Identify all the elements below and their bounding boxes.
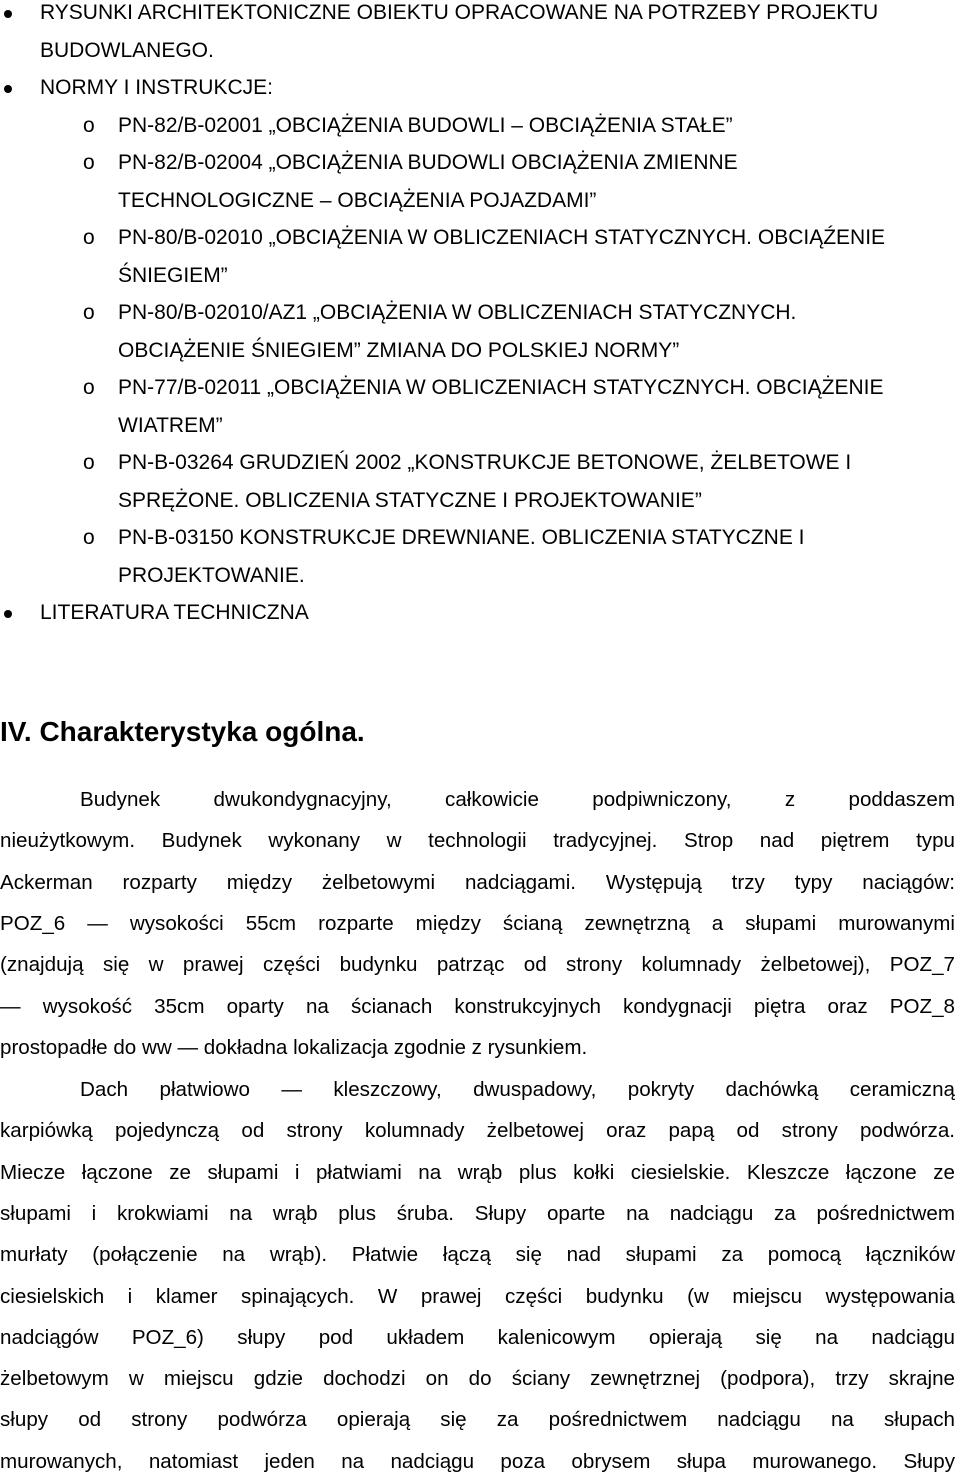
paragraph-line: ciesielskich i klamer spinających. W prawej części budynku (w miejscu występowania bbox=[0, 1284, 955, 1308]
paragraph-line: (znajdują się w prawej części budynku patrząc od strony kolumnady żelbetowej), POZ_7 bbox=[0, 953, 955, 977]
paragraph-line: murowanych, natomiast jeden na nadciągu poza obrysem słupa murowanego. Słupy bbox=[0, 1449, 955, 1473]
sub-bullet-marker: o bbox=[83, 113, 95, 137]
paragraph-line: — wysokość 35cm oparty na ścianach konstrukcyjnych kondygnacji piętra oraz POZ_8 bbox=[0, 994, 955, 1018]
norm-reference-text: ŚNIEGIEM” bbox=[118, 263, 228, 287]
list-item-text: LITERATURA TECHNICZNA bbox=[40, 601, 309, 624]
norm-reference-text: PROJEKTOWANIE. bbox=[118, 563, 305, 587]
norm-reference-text: PN-77/B-02011 „OBCIĄŻENIA W OBLICZENIACH STATYCZNYCH. OBCIĄŻENIE bbox=[118, 376, 884, 399]
sub-bullet-marker: o bbox=[83, 451, 95, 474]
bullet-dot bbox=[4, 610, 12, 618]
paragraph-line: słupami i krokwiami na wrąb plus śruba. Słupy oparte na nadciągu za pośrednictwem bbox=[0, 1201, 955, 1225]
paragraph-line: prostopadłe do ww — dokładna lokalizacja zgodnie z rysunkiem. bbox=[0, 1035, 588, 1059]
paragraph-line: karpiówką pojedynczą od strony kolumnady żelbetowej oraz papą od strony podwórza. bbox=[0, 1119, 955, 1143]
sub-bullet-marker: o bbox=[83, 151, 95, 174]
bullet-dot bbox=[4, 10, 12, 18]
norm-reference-text: PN-82/B-02004 „OBCIĄŻENIA BUDOWLI OBCIĄŻENIA ZMIENNE bbox=[118, 151, 738, 174]
paragraph-line: POZ_6 — wysokości 55cm rozparte między ścianą zewnętrzną a słupami murowanymi bbox=[0, 911, 955, 935]
section-heading: IV. Charakterystyka ogólna. bbox=[0, 716, 365, 747]
sub-bullet-marker: o bbox=[83, 526, 95, 549]
paragraph-line: Budynek dwukondygnacyjny, całkowicie podpiwniczony, z poddaszem bbox=[80, 788, 955, 811]
norm-reference-text: PN-80/B-02010 „OBCIĄŻENIA W OBLICZENIACH STATYCZNYCH. OBCIĄŹENIE bbox=[118, 226, 886, 249]
paragraph-line: Miecze łączone ze słupami i płatwiami na wrąb plus kołki ciesielskie. Kleszcze łączone ze bbox=[0, 1160, 955, 1184]
paragraph-line: Ackerman rozparty między żelbetowymi nadciągami. Występują trzy typy naciągów: bbox=[0, 870, 955, 894]
sub-bullet-marker: o bbox=[83, 226, 95, 249]
sub-bullet-marker: o bbox=[83, 301, 95, 324]
norm-reference-text: WIATREM” bbox=[118, 413, 223, 437]
paragraph-line: słupy od strony podwórza opierają się za pośrednictwem nadciągu na słupach bbox=[0, 1408, 955, 1432]
list-item-text: BUDOWLANEGO. bbox=[40, 38, 214, 62]
norm-reference-text: OBCIĄŻENIE ŚNIEGIEM” ZMIANA DO POLSKIEJ NORMY” bbox=[118, 338, 680, 362]
list-item-text: NORMY I INSTRUKCJE: bbox=[40, 76, 273, 99]
norm-reference-text: PN-B-03264 GRUDZIEŃ 2002 „KONSTRUKCJE BETONOWE, ŻELBETOWE I bbox=[118, 451, 852, 474]
norm-reference-text: PN-B-03150 KONSTRUKCJE DREWNIANE. OBLICZENIA STATYCZNE I bbox=[118, 526, 805, 549]
sub-bullet-marker: o bbox=[83, 376, 95, 399]
norm-reference-text: SPRĘŻONE. OBLICZENIA STATYCZNE I PROJEKTOWANIE” bbox=[118, 488, 702, 512]
list-item-text: RYSUNKI ARCHITEKTONICZNE OBIEKTU OPRACOWANE NA POTRZEBY PROJEKTU bbox=[40, 1, 879, 24]
norm-reference-text: PN-80/B-02010/AZ1 „OBCIĄŻENIA W OBLICZENIACH STATYCZNYCH. bbox=[118, 301, 797, 324]
paragraph-line: żelbetowym w miejscu gdzie dochodzi on do ściany zewnętrznej (podpora), trzy skrajne bbox=[0, 1367, 955, 1391]
norm-reference-text: PN-82/B-02001 „OBCIĄŻENIA BUDOWLI – OBCIĄŻENIA STAŁE” bbox=[118, 113, 733, 137]
bullet-dot bbox=[4, 85, 12, 93]
paragraph-line: Dach płatwiowo — kleszczowy, dwuspadowy, pokryty dachówką ceramiczną bbox=[80, 1078, 955, 1101]
paragraph-line: nadciągów POZ_6) słupy pod układem kalenicowym opierają się na nadciągu bbox=[0, 1325, 955, 1349]
paragraph-line: murłaty (połączenie na wrąb). Płatwie łączą się nad słupami za pomocą łączników bbox=[0, 1243, 955, 1267]
norm-reference-text: TECHNOLOGICZNE – OBCIĄŻENIA POJAZDAMI” bbox=[118, 188, 597, 212]
paragraph-line: nieużytkowym. Budynek wykonany w technologii tradycyjnej. Strop nad piętrem typu bbox=[0, 829, 955, 853]
